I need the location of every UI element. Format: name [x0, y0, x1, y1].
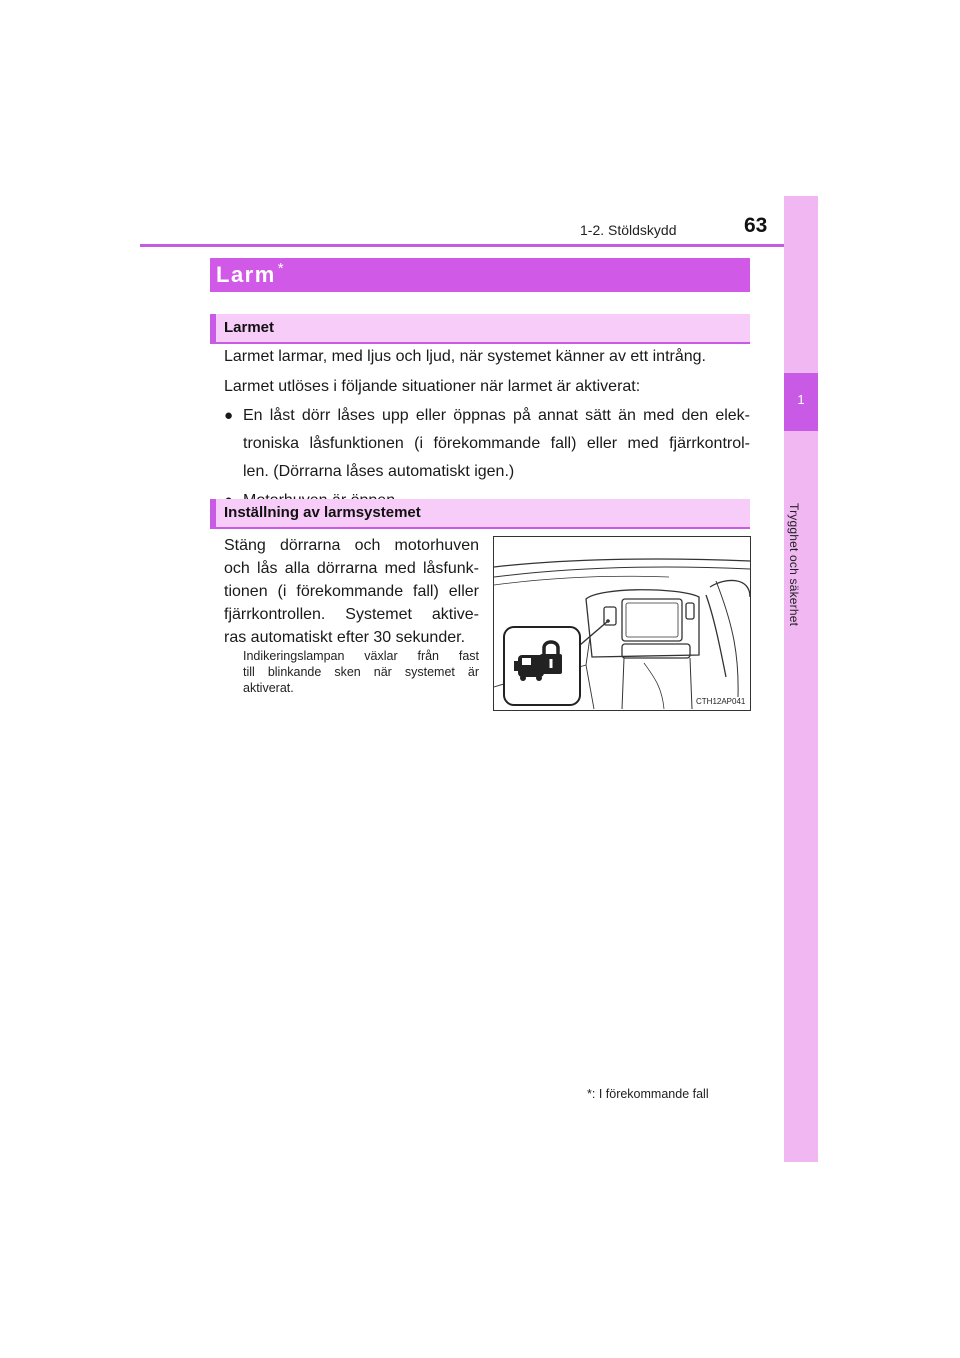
- chapter-title: Trygghet och säkerhet: [787, 503, 801, 627]
- paragraph-intrusion: Larmet larmar, med ljus och ljud, när systemet känner av ett intrång.: [224, 348, 706, 365]
- header-divider: [140, 244, 818, 247]
- setting-line: fjärrkontrollen. Systemet aktive-: [224, 606, 479, 623]
- page-title: [216, 262, 285, 288]
- bullet-line: troniska låsfunktionen (i förekommande fall) eller med fjärrkontrol-: [243, 435, 750, 452]
- page-number: 63: [744, 214, 768, 237]
- chapter-side-tab: [784, 196, 818, 1162]
- note-line: aktiverat.: [243, 681, 294, 695]
- dashboard-illustration: [493, 536, 751, 711]
- dashboard-drawing: [494, 537, 750, 710]
- setting-line: och lås alla dörrarna med låsfunk-: [224, 560, 479, 577]
- subheading-setting: Inställning av larmsystemet: [224, 504, 421, 521]
- figure-code: CTH12AP041: [696, 697, 746, 706]
- note-line: till blinkande sken när systemet är: [243, 665, 479, 679]
- setting-line: ras automatiskt efter 30 sekunder.: [224, 629, 466, 646]
- subheading-accent-larmet: [210, 314, 216, 344]
- bullet-line: len. (Dörrarna låses automatiskt igen.): [243, 463, 515, 480]
- footnote: [587, 1087, 709, 1101]
- setting-line: Stäng dörrarna och motorhuven: [224, 537, 479, 554]
- footnote-star: *: [587, 1087, 592, 1101]
- setting-line: tionen (i förekommande fall) eller: [224, 583, 479, 600]
- subheading-bar-larmet: [210, 314, 750, 344]
- page-title-text: Larm: [216, 262, 276, 287]
- note-line: Indikeringslampan växlar från fast: [243, 649, 479, 663]
- section-reference: 1-2. Stöldskydd: [580, 222, 677, 238]
- footnote-text: : I förekommande fall: [591, 1087, 709, 1101]
- bullet-mark: ●: [224, 407, 234, 424]
- title-footnote-star: *: [277, 260, 286, 277]
- chapter-number: 1: [797, 392, 805, 407]
- title-bar: [210, 258, 750, 292]
- subheading-larmet: Larmet: [224, 319, 275, 336]
- paragraph-triggers: Larmet utlöses i följande situationer när larmet är aktiverat:: [224, 378, 641, 395]
- subheading-accent-setting: [210, 499, 216, 529]
- bullet-line: En låst dörr låses upp eller öppnas på annat sätt än med den elek-: [243, 407, 750, 424]
